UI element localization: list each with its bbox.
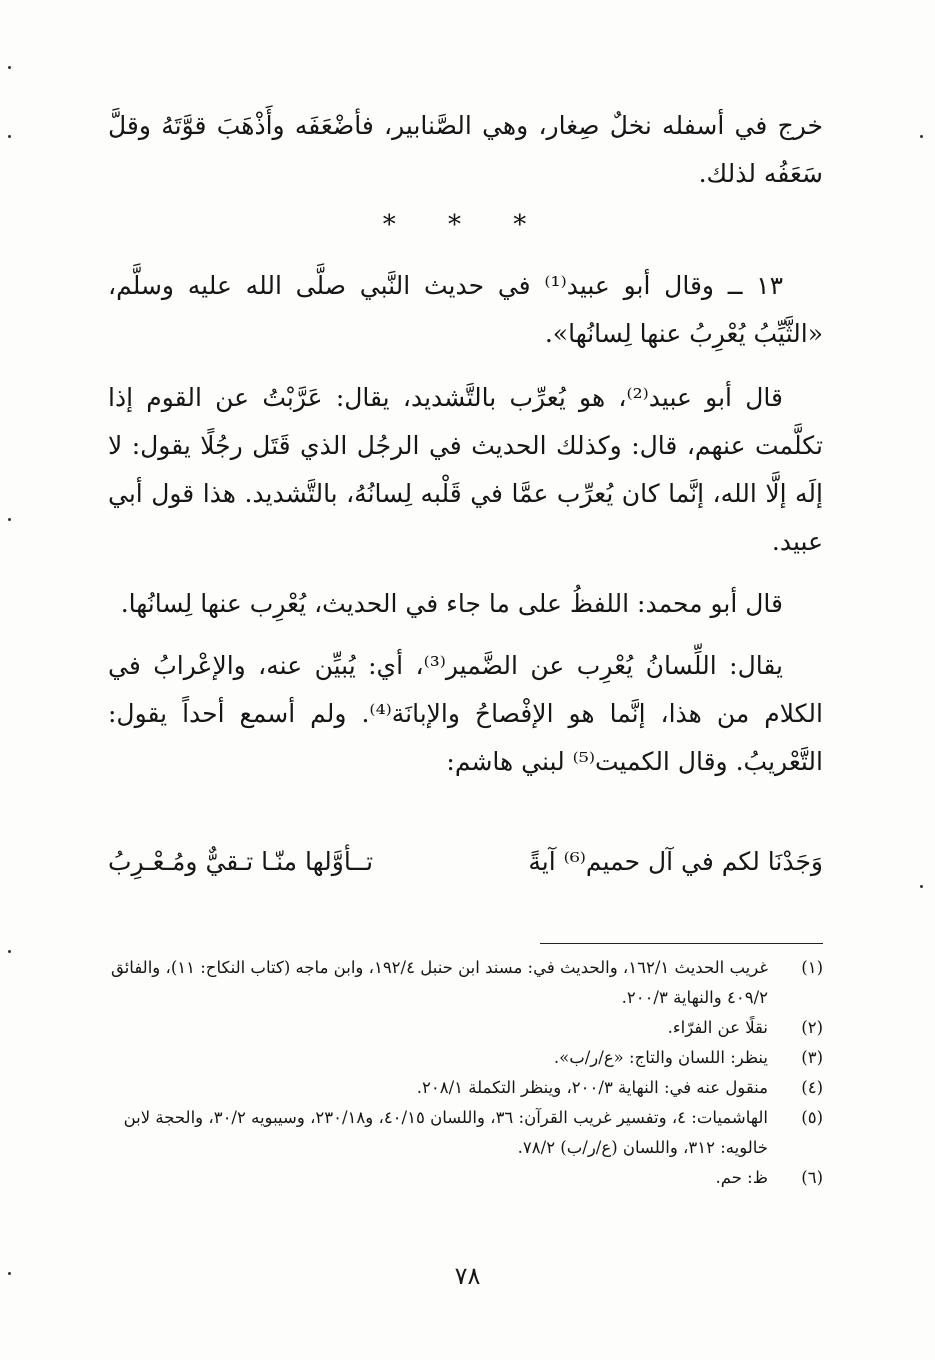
footnote-text: ينظر: اللسان والتاج: «ع/ر/ب». — [553, 1048, 768, 1067]
page-number: ٧٨ — [454, 1262, 481, 1290]
main-text — [108, 102, 823, 198]
paragraph-abu-muhammad: قال أبو محمد: اللفظُ على ما جاء في الحديث، يُعْرِب عنها لِسانُها. — [120, 589, 783, 618]
footnote-4 — [108, 1073, 823, 1103]
footnote-number: (١) — [801, 958, 823, 977]
scan-speck — [8, 66, 11, 69]
footnote-divider — [540, 943, 823, 944]
entry-heading: ١٣ ــ وقال أبو عبيد⁽¹⁾ في حديث النَّبي صلَّى الله عليه وسلَّم، «الثَّيِّبُ يُعْرِبُ عنها لِسانُها». — [108, 271, 823, 348]
footnotes — [108, 953, 823, 1193]
paragraph-abu-ubaid: قال أبو عبيد⁽²⁾، هو يُعرِّب بالتَّشديد، يقال: عَرَّبْتُ عن القوم إذا تكلَّمت عنهم، قال: وكذلك الحديث في الرجُل الذي قَتَل رجُلًا يقول: لا إلَه إلَّا الله، إنَّما كان يُعرِّب عمَّا في قَلْبه لِسانُهُ، بالتَّشديد. هذا قول أبي عبيد. — [108, 383, 823, 556]
footnote-number: (٣) — [801, 1048, 823, 1067]
scan-speck — [8, 950, 11, 953]
footnote-number: (٥) — [801, 1108, 823, 1127]
footnote-number: (٤) — [801, 1078, 823, 1097]
footnote-text: غريب الحديث ١٦٢/١، والحديث في: مسند ابن حنبل ١٩٢/٤، وابن ماجه (كتاب النكاح: ١١)، والفائق ٤٠٩/٢ والنهاية ٢٠٠/٣. — [110, 958, 768, 1007]
footnote-text: ظ: حم. — [715, 1168, 768, 1187]
intro-paragraph: خرج في أسفله نخلٌ صِغار، وهي الصَّنابير، فأضْعَفَه وأَذْهَبَ قوَّتَهُ وقلَّ سَعَفُه لذلك. — [108, 111, 823, 188]
scan-speck — [8, 518, 11, 521]
entry-block — [108, 262, 823, 786]
section-separator: * * * — [382, 210, 549, 240]
verse-second-hemistich: تــأوَّلها منّـا تـقيٌّ ومُـعْـرِبُ — [108, 847, 374, 876]
footnote-1 — [108, 953, 823, 1013]
footnote-2 — [108, 1013, 823, 1043]
footnote-text: الهاشميات: ٤، وتفسير غريب القرآن: ٣٦، واللسان ٤٠/١٥، و٢٣٠/١٨، وسيبويه ٣٠/٢، والحجة لابن خالويه: ٣١٢، واللسان (ع/ر/ب) ٧٨/٢. — [123, 1108, 768, 1157]
scan-speck — [8, 1272, 11, 1275]
verse-first-hemistich: وَجَدْنَا لكم في آل حميم⁽⁶⁾ آيةً — [528, 847, 823, 876]
scan-speck — [920, 135, 923, 138]
paragraph-irab: يقال: اللِّسانُ يُعْرِب عن الضَّمير⁽³⁾، أي: يُبيِّن عنه، والإعْرابُ في الكلام من هذا، إنَّما هو الإفْصاحُ والإبانَة⁽⁴⁾. ولم أسمع أحداً يقول: التَّعْريبُ. وقال الكميت⁽⁵⁾ لبني هاشم: — [108, 651, 823, 776]
footnote-text: نقلًا عن الفرّاء. — [667, 1018, 768, 1037]
footnote-text: منقول عنه في: النهاية ٢٠٠/٣، وينظر التكملة ٢٠٨/١. — [416, 1078, 768, 1097]
footnote-5 — [108, 1103, 823, 1163]
scan-speck — [920, 885, 923, 888]
scan-speck — [8, 135, 11, 138]
footnote-number: (٦) — [801, 1168, 823, 1187]
footnote-6 — [108, 1163, 823, 1193]
footnote-number: (٢) — [801, 1018, 823, 1037]
footnote-3 — [108, 1043, 823, 1073]
